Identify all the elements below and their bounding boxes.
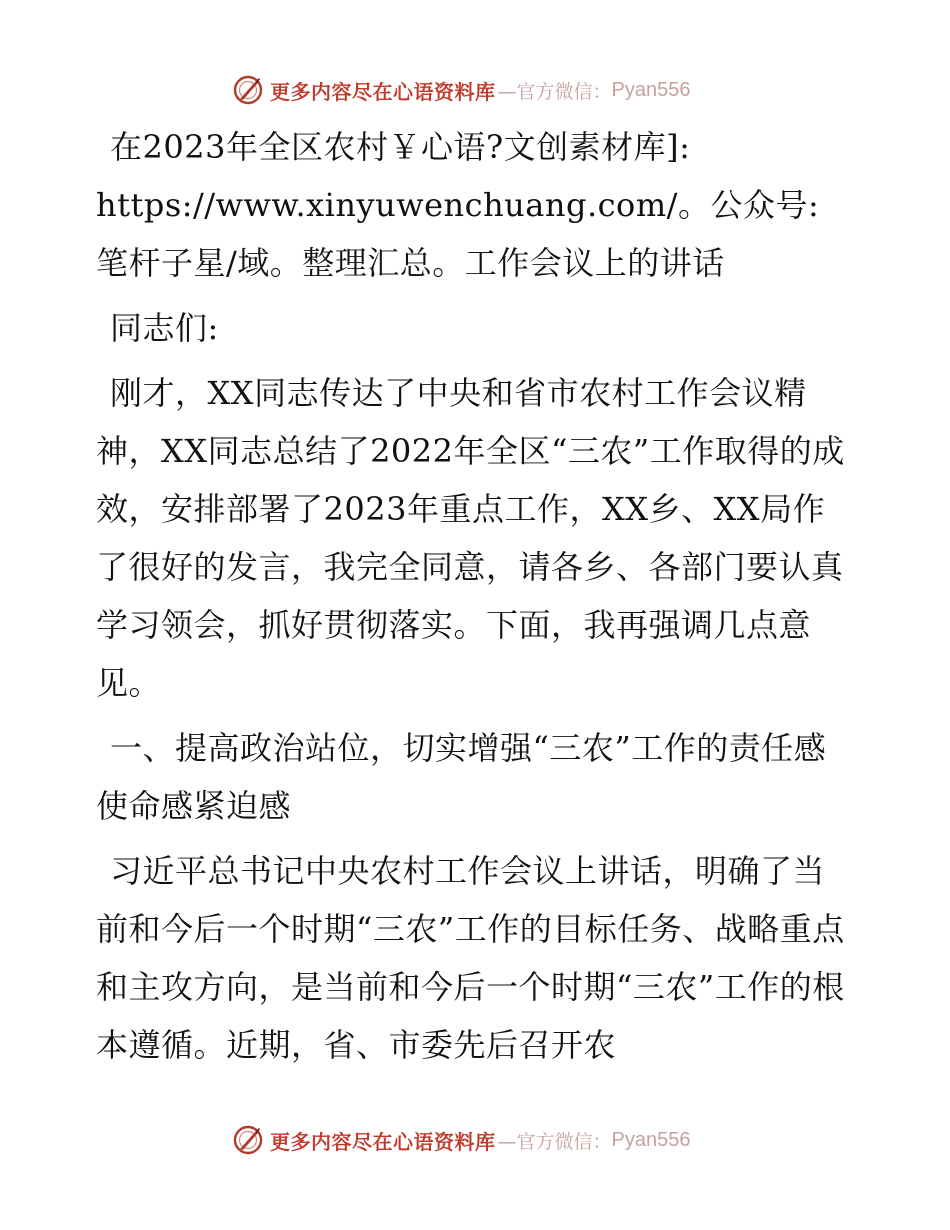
watermark-wechat-id: Pyan556 xyxy=(611,78,691,101)
quill-pen-seal-icon xyxy=(232,74,264,106)
paragraph-text: 习近平总书记中央农村工作会议上讲话，明确了当前和今后一个时期“三农”工作的目标任务、战略重点和主攻方向，是当前和今后一个时期“三农”工作的根本遵循。近期，省、市委先后召开农 xyxy=(96,852,845,1064)
paragraph-text: 刚才，XX同志传达了中央和省市农村工作会议精神，XX同志总结了2022年全区“三农”工作取得的成效，安排部署了2023年重点工作，XX乡、XX局作了很好的发言，我完全同意，请各乡、各部门要认真学习领会，抓好贯彻落实。下面，我再强调几点意见。 xyxy=(96,374,845,702)
paragraph-text: 在2023年全区农村￥心语?文创素材库]: https://www.xinyuwenchuang.com/。公众号: 笔杆子星/域。整理汇总。工作会议上的讲话 xyxy=(96,128,820,282)
document-paragraph xyxy=(96,364,856,712)
section-heading xyxy=(96,719,856,835)
document-body xyxy=(96,118,856,1081)
section-heading-text: 一、提高政治站位，切实增强“三农”工作的责任感使命感紧迫感 xyxy=(96,729,827,825)
footer-watermark-banner xyxy=(232,1122,690,1158)
paragraph-text: 同志们: xyxy=(110,309,219,347)
watermark-main-text: 更多内容尽在心语资料库 xyxy=(270,79,496,104)
watermark-wechat-id: Pyan556 xyxy=(611,1128,691,1151)
watermark-main-text: 更多内容尽在心语资料库 xyxy=(270,1129,496,1154)
quill-pen-seal-icon xyxy=(232,1124,264,1156)
header-watermark-banner xyxy=(232,72,690,108)
watermark-sub-text: —官方微信： xyxy=(497,80,612,103)
document-paragraph xyxy=(96,842,856,1074)
document-paragraph xyxy=(96,299,856,357)
document-paragraph xyxy=(96,118,856,292)
watermark-sub-text: —官方微信： xyxy=(497,1130,612,1153)
